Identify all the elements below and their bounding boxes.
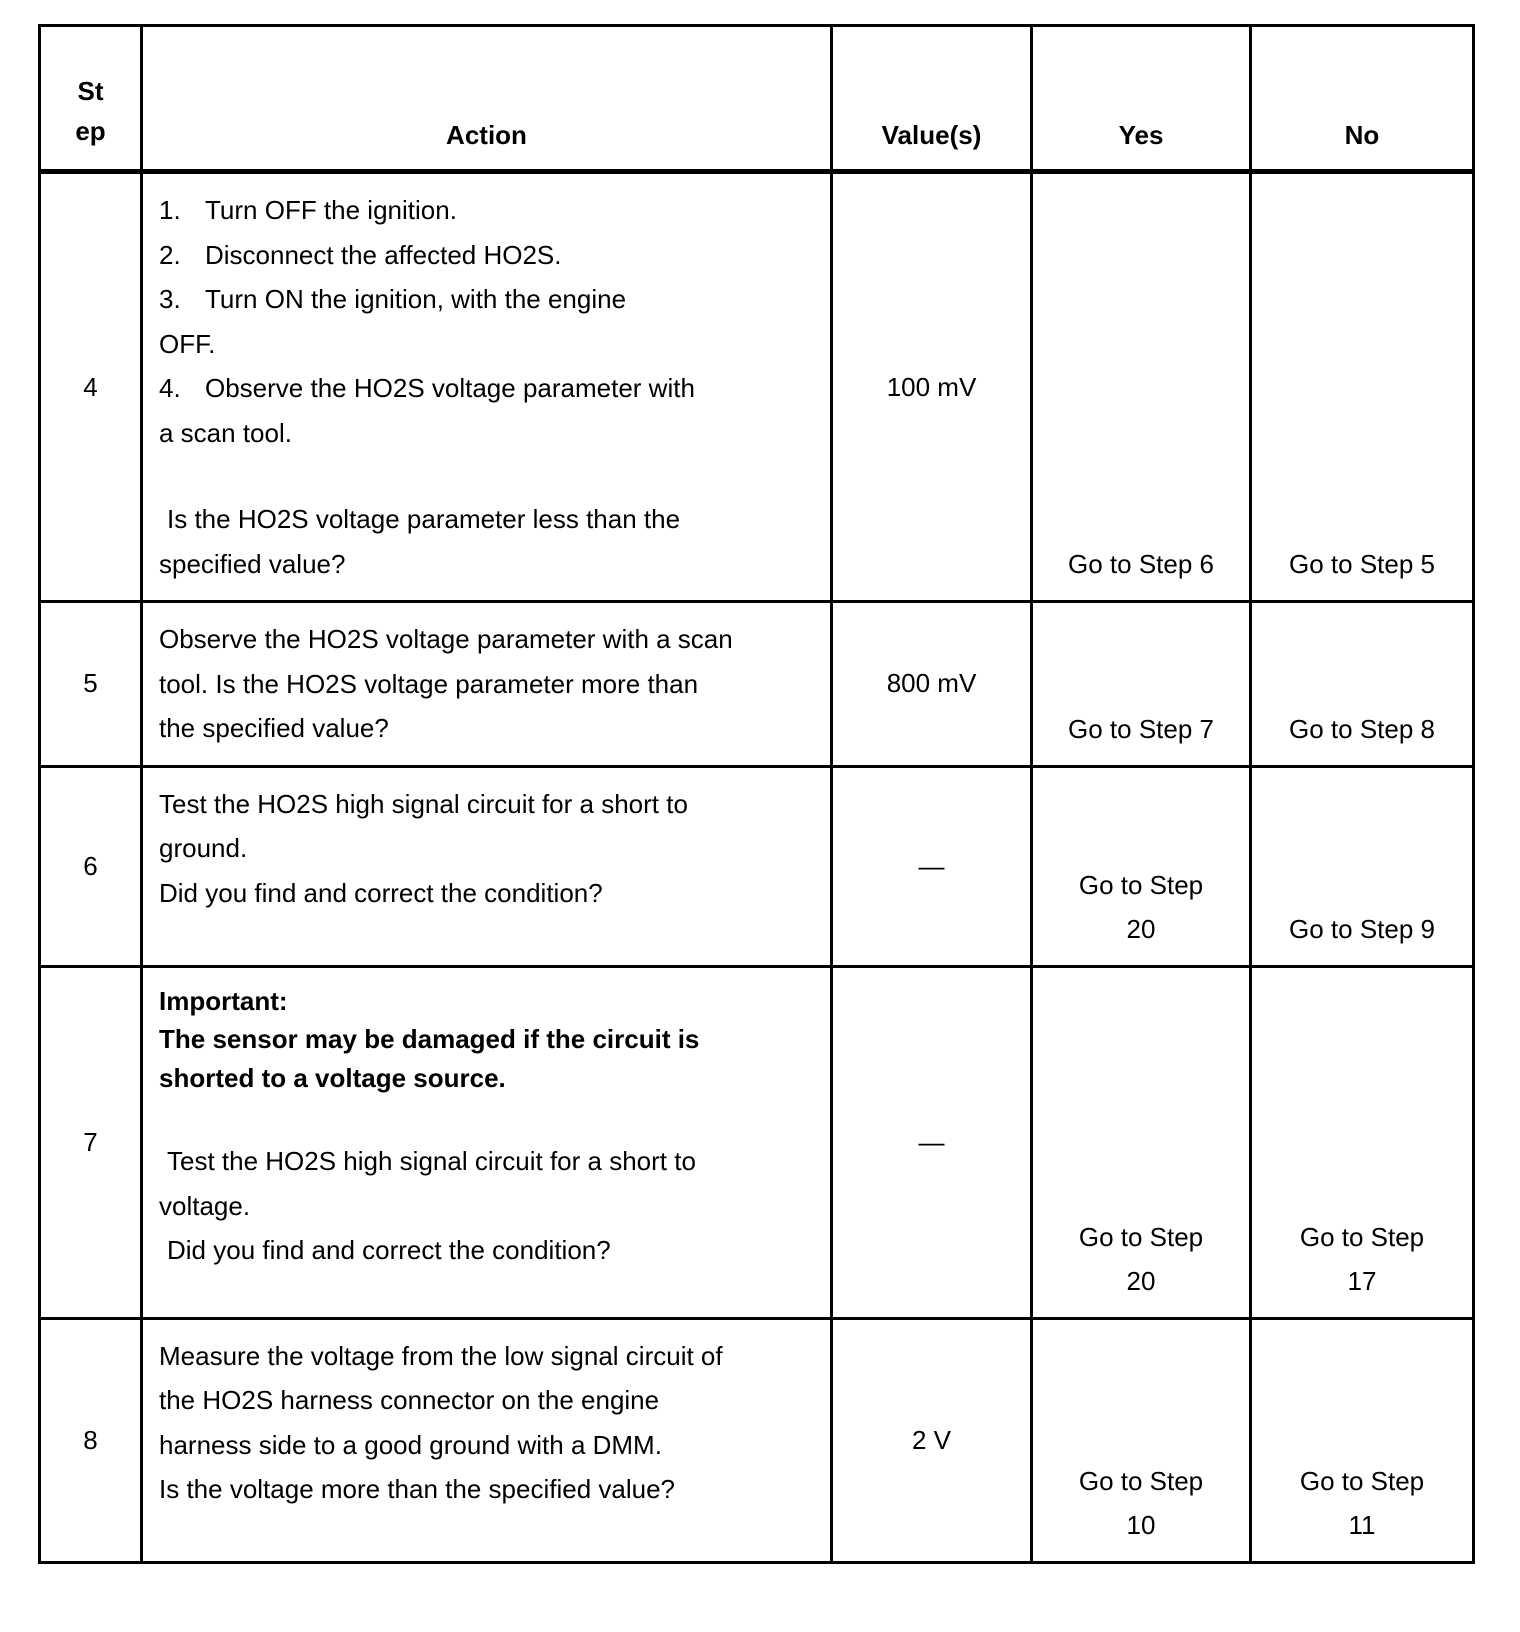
step-number: 7 — [40, 966, 142, 1318]
yes-cell: Go to Step 10 — [1032, 1318, 1251, 1562]
header-values: Value(s) — [832, 26, 1032, 172]
action-cell — [142, 172, 832, 602]
header-step-line-2: ep — [75, 116, 106, 146]
action-question: specified value? — [159, 548, 346, 579]
value-cell: 800 mV — [832, 602, 1032, 767]
value-cell: — — [832, 966, 1032, 1318]
no-cell: Go to Step 17 — [1251, 966, 1474, 1318]
action-list-continuation: OFF. — [159, 328, 216, 359]
table-row — [40, 1318, 1474, 1562]
action-cell — [142, 766, 832, 966]
action-line: Observe the HO2S voltage parameter with a scan — [159, 624, 733, 654]
important-label: Important: — [159, 985, 288, 1016]
table-row — [40, 602, 1474, 767]
header-action: Action — [142, 26, 832, 172]
yes-cell: Go to Step 20 — [1032, 766, 1251, 966]
action-line: harness side to a good ground with a DMM. — [159, 1429, 662, 1460]
action-line: Measure the voltage from the low signal circuit of — [159, 1340, 723, 1371]
table-row — [40, 966, 1474, 1318]
table-row — [40, 766, 1474, 966]
action-line: ground. — [159, 833, 248, 863]
no-cell: Go to Step 11 — [1251, 1318, 1474, 1562]
header-no: No — [1251, 26, 1474, 172]
action-cell — [142, 966, 832, 1318]
header-yes: Yes — [1032, 26, 1251, 172]
action-line: Is the voltage more than the specified value? — [159, 1474, 675, 1504]
action-list-continuation: a scan tool. — [159, 417, 292, 448]
action-list-item: 4. Observe the HO2S voltage parameter with — [159, 373, 695, 403]
header-step — [40, 26, 142, 172]
no-cell: Go to Step 5 — [1251, 172, 1474, 602]
value-cell: — — [832, 766, 1032, 966]
important-text: The sensor may be damaged if the circuit is — [159, 1024, 700, 1054]
no-cell: Go to Step 8 — [1251, 602, 1474, 767]
header-row — [40, 26, 1474, 172]
action-question: Is the HO2S voltage parameter less than the — [167, 504, 681, 534]
action-list-item: 3. Turn ON the ignition, with the engine — [159, 284, 627, 314]
action-list-item: 1. Turn OFF the ignition. — [159, 195, 457, 225]
table-row — [40, 172, 1474, 602]
action-line: the specified value? — [159, 713, 389, 743]
action-line: voltage. — [159, 1190, 251, 1221]
yes-cell: Go to Step 7 — [1032, 602, 1251, 767]
action-line: Test the HO2S high signal circuit for a short to — [159, 788, 688, 819]
diagnostic-table — [38, 24, 1475, 1564]
yes-cell: Go to Step 6 — [1032, 172, 1251, 602]
step-number: 6 — [40, 766, 142, 966]
important-text: shorted to a voltage source. — [159, 1062, 506, 1093]
value-cell: 100 mV — [832, 172, 1032, 602]
no-cell: Go to Step 9 — [1251, 766, 1474, 966]
header-step-line-1: St — [77, 76, 104, 106]
step-number: 8 — [40, 1318, 142, 1562]
action-cell — [142, 602, 832, 767]
yes-cell: Go to Step 20 — [1032, 966, 1251, 1318]
action-line: Did you find and correct the condition? — [167, 1235, 611, 1265]
action-line: Did you find and correct the condition? — [159, 877, 603, 908]
action-line: the HO2S harness connector on the engine — [159, 1385, 660, 1415]
step-number: 5 — [40, 602, 142, 767]
action-line: Test the HO2S high signal circuit for a short to — [167, 1146, 696, 1176]
step-number: 4 — [40, 172, 142, 602]
action-list-item: 2. Disconnect the affected HO2S. — [159, 239, 562, 270]
value-cell: 2 V — [832, 1318, 1032, 1562]
action-cell — [142, 1318, 832, 1562]
action-line: tool. Is the HO2S voltage parameter more than — [159, 668, 699, 699]
